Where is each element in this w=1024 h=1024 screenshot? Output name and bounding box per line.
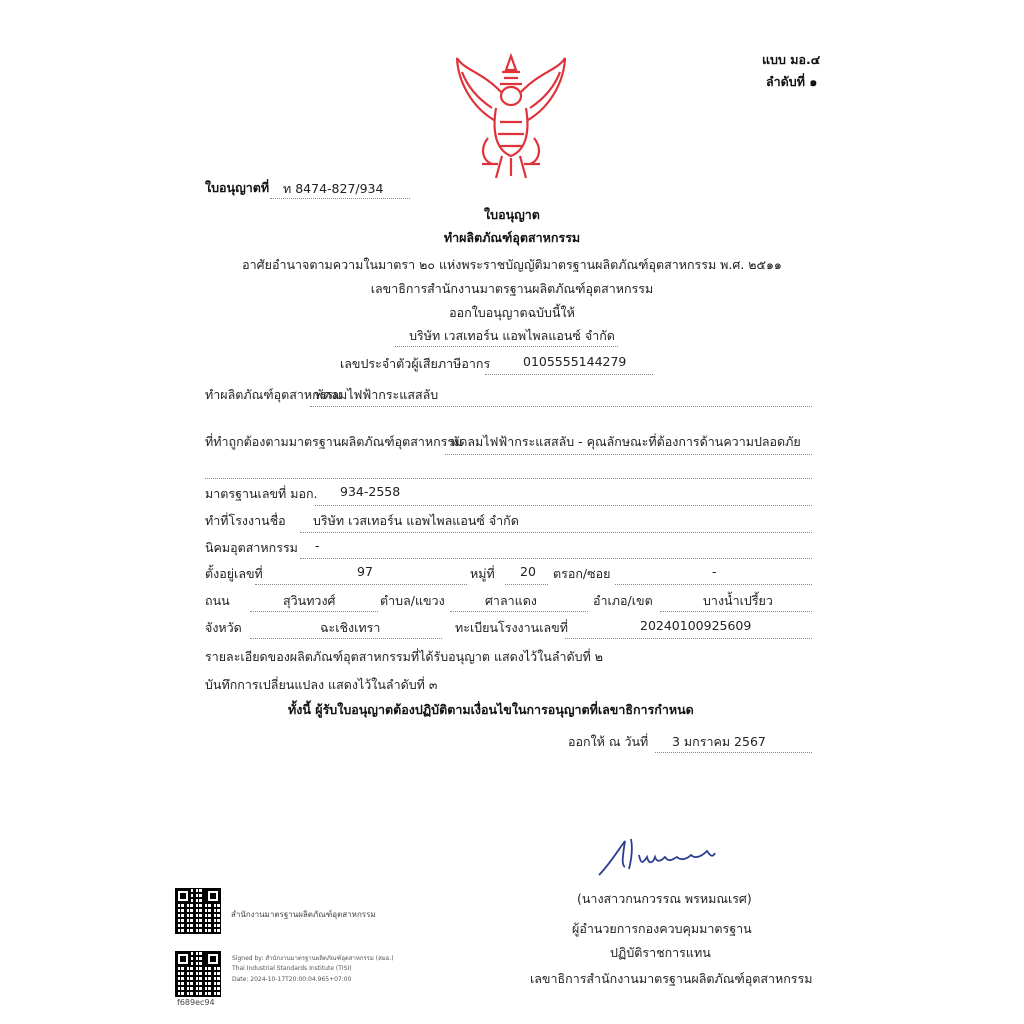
changes-note: บันทึกการเปลี่ยนแปลง แสดงไว้ในลำดับที่ ๓	[205, 677, 438, 692]
footer-office: สำนักงานมาตรฐานผลิตภัณฑ์อุตสาหกรรม	[231, 910, 376, 919]
subdistrict-value: ศาลาแดง	[485, 593, 537, 608]
authority-text: อาศัยอำนาจตามความในมาตรา ๒๐ แห่งพระราชบัญญัติมาตรฐานผลิตภัณฑ์อุตสาหกรรม พ.ศ. ๒๕๑๑	[242, 257, 782, 272]
document-hash: f689ec94	[177, 998, 215, 1007]
estate-value: -	[315, 538, 320, 553]
qr-code	[175, 888, 221, 934]
factory-reg-value: 20240100925609	[640, 618, 752, 633]
signer-acting: ปฏิบัติราชการแทน	[610, 945, 711, 960]
signed-date: Date: 2024-10-17T20:00:04.965+07:00	[232, 976, 352, 983]
soi-value: -	[712, 564, 717, 579]
institute: Thai Industrial Standards Institute (TISI)	[232, 965, 352, 972]
tax-id-value: 0105555144279	[523, 354, 627, 369]
signer-name: (นางสาวกนกวรรณ พรหมณเรศ)	[577, 891, 752, 906]
garuda-emblem	[452, 52, 570, 182]
address-no: 97	[357, 564, 373, 579]
doc-subtitle: ทำผลิตภัณฑ์อุตสาหกรรม	[443, 230, 581, 245]
soi-label: ตรอก/ซอย	[553, 566, 611, 581]
product-value: พัดลมไฟฟ้ากระแสสลับ	[315, 387, 439, 402]
doc-title: ใบอนุญาต	[484, 207, 540, 222]
subdistrict-label: ตำบล/แขวง	[380, 593, 445, 608]
form-code: แบบ มอ.๔	[762, 52, 821, 67]
qr-code-signature	[175, 951, 221, 997]
license-no-value: ท 8474-827/934	[283, 181, 384, 196]
moo-value: 20	[520, 564, 536, 579]
standard-desc-value: พัดลมไฟฟ้ากระแสสลับ - คุณลักษณะที่ต้องการด้านความปลอดภัย	[451, 434, 801, 449]
signer-position: ผู้อำนวยการกองควบคุมมาตรฐาน	[572, 921, 752, 936]
issue-text: ออกใบอนุญาตฉบับนี้ให้	[449, 305, 575, 320]
signed-by: Signed by: สำนักงานมาตรฐานผลิตภัณฑ์อุตสาหกรรม (สมอ.)	[232, 955, 394, 962]
province-label: จังหวัด	[205, 620, 242, 635]
details-note: รายละเอียดของผลิตภัณฑ์อุตสาหกรรมที่ได้รับอนุญาต แสดงไว้ในลำดับที่ ๒	[205, 649, 604, 664]
signer-title: เลขาธิการสำนักงานมาตรฐานผลิตภัณฑ์อุตสาหกรรม	[530, 971, 813, 986]
tax-id-label: เลขประจำตัวผู้เสียภาษีอากร	[340, 356, 491, 371]
district-value: บางน้ำเปรี้ยว	[703, 593, 773, 608]
standard-no-value: 934-2558	[340, 484, 401, 499]
licensee-company: บริษัท เวสเทอร์น แอพไพลแอนซ์ จำกัด	[409, 328, 615, 343]
signature	[595, 835, 725, 880]
product-label: ทำผลิตภัณฑ์อุตสาหกรรม	[205, 387, 342, 402]
issuer-text: เลขาธิการสำนักงานมาตรฐานผลิตภัณฑ์อุตสาหกรรม	[370, 281, 654, 296]
condition-note: ทั้งนี้ ผู้รับใบอนุญาตต้องปฏิบัติตามเงื่อนไขในการอนุญาตที่เลขาธิการกำหนด	[288, 702, 694, 717]
road-value: สุวินทวงศ์	[283, 593, 336, 608]
standard-no-label: มาตรฐานเลขที่ มอก.	[205, 486, 318, 501]
factory-reg-label: ทะเบียนโรงงานเลขที่	[455, 620, 568, 635]
factory-label: ทำที่โรงงานชื่อ	[205, 513, 286, 528]
province-value: ฉะเชิงเทรา	[320, 620, 381, 635]
form-order: ลำดับที่ ๑	[766, 74, 818, 89]
estate-label: นิคมอุตสาหกรรม	[205, 540, 298, 555]
standard-desc-label: ที่ทำถูกต้องตามมาตรฐานผลิตภัณฑ์อุตสาหกรรม	[205, 434, 463, 449]
license-no-label: ใบอนุญาตที่	[205, 180, 270, 195]
issued-date: 3 มกราคม 2567	[672, 734, 766, 749]
issued-label: ออกให้ ณ วันที่	[568, 734, 649, 749]
road-label: ถนน	[205, 593, 230, 608]
district-label: อำเภอ/เขต	[593, 593, 653, 608]
address-no-label: ตั้งอยู่เลขที่	[205, 566, 263, 581]
factory-value: บริษัท เวสเทอร์น แอพไพลแอนซ์ จำกัด	[313, 513, 519, 528]
moo-label: หมู่ที่	[470, 566, 495, 581]
